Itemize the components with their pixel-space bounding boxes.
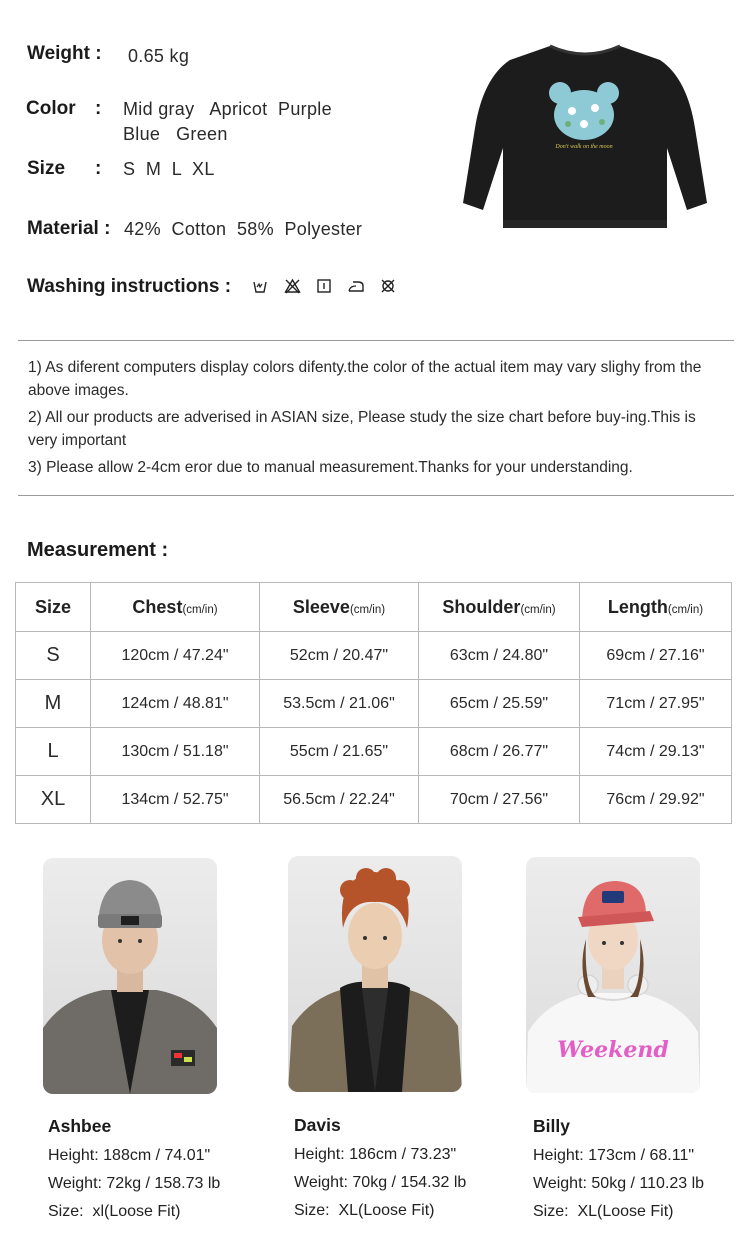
cell-length: 71cm / 27.95" (580, 680, 732, 728)
cell-shoulder: 70cm / 27.56" (419, 776, 580, 824)
model-size-ashbee: Size: xl(Loose Fit) (48, 1203, 181, 1220)
header-shoulder: Shoulder(cm/in) (419, 583, 580, 632)
model-name-davis: Davis (294, 1115, 341, 1135)
do-not-dry-clean-icon (379, 277, 397, 295)
model-weight-davis: Weight: 70kg / 154.32 lb (294, 1174, 467, 1191)
table-row (16, 632, 732, 680)
table-row (16, 776, 732, 824)
cell-size: XL (16, 776, 91, 824)
cell-size: M (16, 680, 91, 728)
cell-chest: 124cm / 48.81" (91, 680, 260, 728)
size-values: S M L XL (123, 159, 215, 179)
header-length: Length(cm/in) (580, 583, 732, 632)
cell-length: 76cm / 29.92" (580, 776, 732, 824)
color-values-line1: Mid gray Apricot Purple (123, 99, 332, 119)
color-label: Color (26, 98, 76, 119)
color-colon: : (95, 98, 102, 119)
header-sleeve: Sleeve(cm/in) (260, 583, 419, 632)
material-label: Material : (27, 218, 111, 239)
cell-sleeve: 52cm / 20.47" (260, 632, 419, 680)
size-chart-header-row (16, 583, 732, 632)
tumble-dry-icon (315, 277, 333, 295)
color-values-line2: Blue Green (123, 124, 228, 144)
iron-icon (347, 277, 365, 295)
cell-sleeve: 53.5cm / 21.06" (260, 680, 419, 728)
header-size: Size (16, 583, 91, 632)
model-height-billy: Height: 173cm / 68.11" (533, 1147, 695, 1164)
cell-size: S (16, 632, 91, 680)
model-weight-billy: Weight: 50kg / 110.23 lb (533, 1175, 705, 1192)
model-photo-ashbee (43, 858, 217, 1094)
washing-icons (251, 277, 397, 295)
model-photo-billy (526, 857, 700, 1093)
hand-wash-icon (251, 277, 269, 295)
table-row (16, 728, 732, 776)
cell-chest: 120cm / 47.24" (91, 632, 260, 680)
cell-size: L (16, 728, 91, 776)
model-name-ashbee: Ashbee (48, 1116, 112, 1136)
size-label: Size (27, 158, 66, 179)
note-3: 3) Please allow 2-4cm eror due to manual measurement.Thanks for your understanding. (28, 459, 633, 476)
model-height-davis: Height: 186cm / 73.23" (294, 1146, 457, 1163)
note-1: 1) As diferent computers display colors difenty.the color of the actual item may vary slighy from the above images. (28, 359, 702, 399)
header-chest: Chest(cm/in) (91, 583, 260, 632)
notes-block (28, 356, 728, 483)
weight-value: 0.65 kg (128, 46, 190, 66)
model-size-davis: Size: XL(Loose Fit) (294, 1202, 435, 1219)
note-2: 2) All our products are adverised in ASIAN size, Please study the size chart before buy-ing.This is very important (28, 409, 696, 449)
print-caption: Don't walk on the moon (555, 144, 613, 150)
size-chart-table (15, 582, 732, 824)
model-weight-ashbee: Weight: 72kg / 158.73 lb (48, 1175, 221, 1192)
cell-shoulder: 68cm / 26.77" (419, 728, 580, 776)
model-name-billy: Billy (533, 1116, 570, 1136)
table-row (16, 680, 732, 728)
cell-length: 69cm / 27.16" (580, 632, 732, 680)
measurement-title: Measurement : (27, 539, 169, 561)
product-sweatshirt-image (455, 38, 715, 238)
cell-shoulder: 65cm / 25.59" (419, 680, 580, 728)
weight-label: Weight : (27, 43, 102, 64)
size-colon: : (95, 158, 102, 179)
model-height-ashbee: Height: 188cm / 74.01" (48, 1147, 211, 1164)
model-photo-davis (288, 856, 462, 1092)
divider-top (18, 340, 734, 341)
cell-chest: 134cm / 52.75" (91, 776, 260, 824)
cell-shoulder: 63cm / 24.80" (419, 632, 580, 680)
cell-chest: 130cm / 51.18" (91, 728, 260, 776)
cell-length: 74cm / 29.13" (580, 728, 732, 776)
cell-sleeve: 55cm / 21.65" (260, 728, 419, 776)
model-size-billy: Size: XL(Loose Fit) (533, 1203, 674, 1220)
divider-bottom (18, 495, 734, 496)
material-value: 42% Cotton 58% Polyester (124, 219, 363, 239)
do-not-bleach-icon (283, 277, 301, 295)
washing-label: Washing instructions : (27, 276, 232, 297)
cell-sleeve: 56.5cm / 22.24" (260, 776, 419, 824)
shirt-print-text: Weekend (557, 1037, 669, 1063)
